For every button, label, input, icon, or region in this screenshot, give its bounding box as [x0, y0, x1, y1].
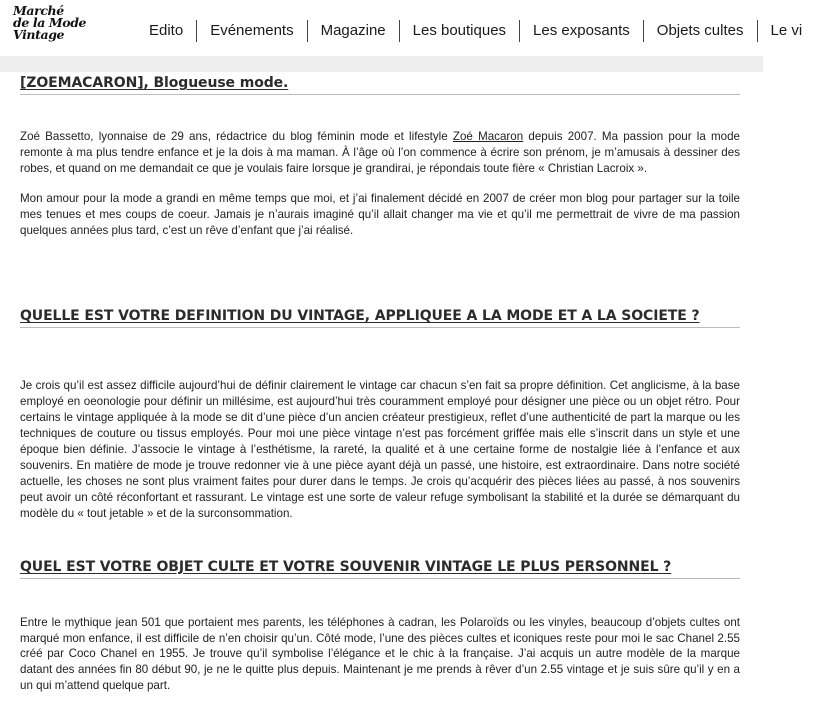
main-nav — [136, 18, 815, 44]
logo-line-3: Vintage — [13, 27, 65, 42]
logo-line-1: Marché — [13, 3, 64, 18]
nav-item-boutiques[interactable]: Les boutiques — [399, 20, 519, 42]
blog-link-zoe-macaron[interactable]: Zoé Macaron — [452, 130, 524, 143]
article-content — [20, 72, 740, 694]
logo-line-2: de la Mode — [13, 15, 87, 30]
intro-paragraph-1 — [20, 129, 740, 177]
article-title: [ZOEMACARON], Blogueuse mode. — [20, 75, 740, 95]
site-header — [0, 0, 803, 56]
intro-text-before: Zoé Bassetto, lyonnaise de 29 ans, rédactrice du blog féminin mode et lifestyle — [20, 130, 453, 143]
intro-paragraph-2: Mon amour pour la mode a grandi en même temps que moi, et j’ai finalement décidé en 2007 de créer mon blog pour partager sur la toile mes tenues et mes coups de coeur. Jamais je n’aurais imaginé qu’il allait changer ma vie et qu’il me permettrait de vivre de ma passion quelques années plus tard, c’est un rêve d’enfant que j’ai réalisé. — [20, 191, 740, 237]
question-1-answer: Je crois qu’il est assez difficile aujourd’hui de définir clairement le vintage car chacun s’en fait sa propre définition. Cet anglicisme, à la base employé en oeonologie pour définir un millésime, est aujourd’hui très couramment employé pour désigner une pièce ou un objet rétro. Pour certains le vintage appliquée à la mode se dit d’une pièce d’un ancien créateur prestigieux, reflet d’une authenticité de part la marque ou les techniques de couture ou tissus employés. Pour moi une pièce vintage n’est pas forcément griffée mais elle s’inscrit dans un style et une époque bien définie. J’associe le vintage à l’esthétisme, la rareté, la qualité et à une certaine forme de nostalgie liée à l’enfance et aux souvenirs. En matière de mode je trouve redonner vie à une pièce ayant déjà un passé, une histoire, est extraordinaire. Dans notre société actuelle, les choses ne sont plus vraiment faites pour durer dans le temps. Je crois qu’acquérir des pièces liées au passé, à nos souvenirs peut avoir un côté réconfortant et rassurant. Le vintage est une sorte de valeur refuge symbolisant la stabilité et la durée se démarquant du modèle du « tout jetable » et de la surconsommation. — [20, 379, 740, 520]
question-2-answer: Entre le mythique jean 501 que portaient mes parents, les téléphones à cadran, les Polaroïds ou les vinyles, beaucoup d’objets cultes ont marqué mon enfance, il est difficile de n’en choisir qu’un. Côté mode, l’une des pièces cultes et iconiques reste pour moi le sac Chanel 2.55 créé par Coco Chanel en 1955. Je trouve qu’il symbolise l’élégance et le chic à la française. J’ai acquis un autre modèle de la marque datant des années fin 80 début 90, je ne le quitte plus depuis. Maintenant je me prends à rêver d’un 2.55 vintage et je suis sûre qu’il y en a un qui m’attend quelque part. — [20, 615, 740, 693]
nav-item-le-vintage[interactable]: Le vi — [757, 20, 815, 42]
nav-item-edito[interactable]: Edito — [149, 22, 184, 39]
nav-item-evenements[interactable]: Evénements — [196, 20, 306, 42]
nav-item-magazine[interactable]: Magazine — [307, 20, 399, 42]
question-2-title: QUEL EST VOTRE OBJET CULTE ET VOTRE SOUVENIR VINTAGE LE PLUS PERSONNEL ? — [20, 559, 740, 579]
nav-item-objets-cultes[interactable]: Objets cultes — [643, 20, 757, 42]
question-1-title: QUELLE EST VOTRE DEFINITION DU VINTAGE, APPLIQUEE A LA MODE ET A LA SOCIETE ? — [20, 308, 740, 328]
site-logo[interactable] — [13, 5, 93, 41]
nav-item-exposants[interactable]: Les exposants — [519, 20, 643, 42]
header-separator-band — [0, 56, 763, 72]
intro-text-after: depuis 2007. Ma passion pour la mode remonte à ma plus tendre enfance et je la dois à ma maman. À l’âge où l’on commence à écrire son prénom, je m’amusais à dessiner des robes, et quand on me demandait ce que je voulais faire lorsque je grandirai, je répondais toute fière « Christian Lacroix ». — [20, 130, 740, 175]
